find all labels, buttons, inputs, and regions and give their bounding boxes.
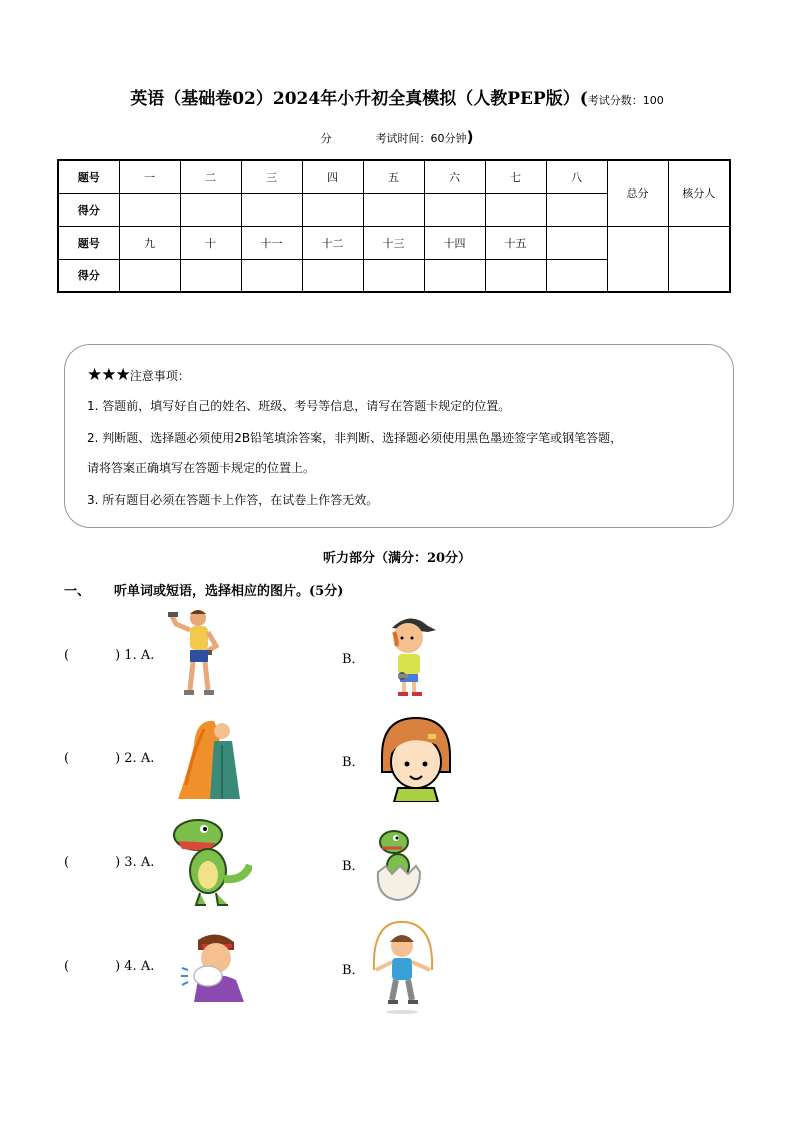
notice-line-2: 2. 判断题、选择题必须使用2B铅笔填涂答案，非判断、选择题必须使用黑色墨迹签字笔或钢笔答题，: [87, 431, 623, 445]
answer-bracket-open: (: [64, 751, 70, 766]
option-b-label: B．: [342, 859, 365, 874]
score-blank: [363, 193, 424, 226]
question-item-4: [64, 959, 154, 974]
question-item-3: [64, 855, 154, 870]
table-cell: 十三: [363, 226, 424, 259]
notice-line-4: 3. 所有题目必须在答题卡上作答，在试卷上作答无效。: [87, 493, 379, 507]
answer-bracket-open: (: [64, 855, 70, 870]
score-blank: [485, 193, 546, 226]
subtitle-time: 考试时间：60分钟: [375, 132, 467, 145]
score-blank: [180, 259, 241, 292]
title-score-info: 考试分数：100: [587, 94, 664, 107]
total-score-blank: [607, 226, 668, 292]
page-subtitle: [0, 128, 794, 146]
question-1-heading: [64, 580, 343, 599]
item-label: ) 4. A.: [115, 959, 155, 974]
table-cell: [546, 226, 607, 259]
table-label-question-no: 题号: [58, 160, 119, 193]
woman-with-long-orange-hair-icon: [174, 715, 244, 803]
option-b-label: B．: [342, 652, 365, 667]
score-blank: [546, 259, 607, 292]
boy-jumping-rope-icon: [368, 920, 438, 1016]
option-b-label: B．: [342, 963, 365, 978]
checker-blank: [668, 226, 730, 292]
table-cell: 十二: [302, 226, 363, 259]
title-main: 英语（基础卷02）2024年小升初全真模拟（人教PEP版）: [130, 89, 580, 109]
score-blank: [241, 193, 302, 226]
boy-with-cap-lifting-dumbbell-icon: [382, 612, 440, 698]
table-total-label: 总分: [607, 160, 668, 226]
table-cell: 十一: [241, 226, 302, 259]
score-blank: [302, 193, 363, 226]
title-open-paren: (: [579, 89, 588, 109]
girl-with-short-hair-icon: [378, 716, 454, 802]
question-1-instruction: 听单词或短语，选择相应的图片。(5分): [114, 584, 344, 599]
score-blank: [485, 259, 546, 292]
table-label-score: 得分: [58, 259, 119, 292]
score-blank: [241, 259, 302, 292]
table-cell: 八: [546, 160, 607, 193]
score-blank: [424, 193, 485, 226]
baby-dinosaur-in-egg-icon: [370, 826, 428, 902]
notice-line-3: 请将答案正确填写在答题卡规定的位置上。: [87, 461, 316, 475]
score-blank: [302, 259, 363, 292]
score-blank: [180, 193, 241, 226]
subtitle-close-paren: ): [466, 128, 474, 146]
table-label-question-no: 题号: [58, 226, 119, 259]
table-cell: 十: [180, 226, 241, 259]
table-cell: 五: [363, 160, 424, 193]
subtitle-unit: 分: [320, 132, 332, 145]
notice-heading: [87, 365, 190, 385]
table-cell: 六: [424, 160, 485, 193]
table-cell: 七: [485, 160, 546, 193]
table-cell: 九: [119, 226, 180, 259]
score-blank: [119, 193, 180, 226]
boy-sneezing-icon: [180, 930, 248, 1004]
table-cell: 二: [180, 160, 241, 193]
notice-heading-text: 注意事项：: [129, 369, 190, 383]
star-icon: ★★★: [87, 365, 130, 385]
listening-section-title: 听力部分（满分：20分）: [322, 551, 472, 566]
score-blank: [424, 259, 485, 292]
score-blank: [119, 259, 180, 292]
table-cell: 十四: [424, 226, 485, 259]
page-title: [0, 84, 794, 109]
question-1-number: 一、: [64, 584, 91, 599]
strong-man-lifting-dumbbells-icon: [166, 606, 226, 700]
score-table: [57, 159, 731, 293]
question-item-1: [64, 648, 154, 663]
notice-box: [64, 344, 734, 528]
table-label-score: 得分: [58, 193, 119, 226]
answer-bracket-open: (: [64, 959, 70, 974]
table-cell: 一: [119, 160, 180, 193]
item-label: ) 2. A.: [115, 751, 155, 766]
item-label: ) 1. A.: [115, 648, 155, 663]
table-cell: 四: [302, 160, 363, 193]
table-checker-label: 核分人: [668, 160, 730, 226]
big-green-dinosaur-icon: [168, 815, 252, 909]
table-cell: 十五: [485, 226, 546, 259]
item-label: ) 3. A.: [115, 855, 155, 870]
answer-bracket-open: (: [64, 648, 70, 663]
table-cell: 三: [241, 160, 302, 193]
notice-line-1: 1. 答题前，填写好自己的姓名、班级、考号等信息，请写在答题卡规定的位置。: [87, 399, 511, 413]
option-b-label: B．: [342, 755, 365, 770]
score-blank: [363, 259, 424, 292]
question-item-2: [64, 751, 154, 766]
score-blank: [546, 193, 607, 226]
